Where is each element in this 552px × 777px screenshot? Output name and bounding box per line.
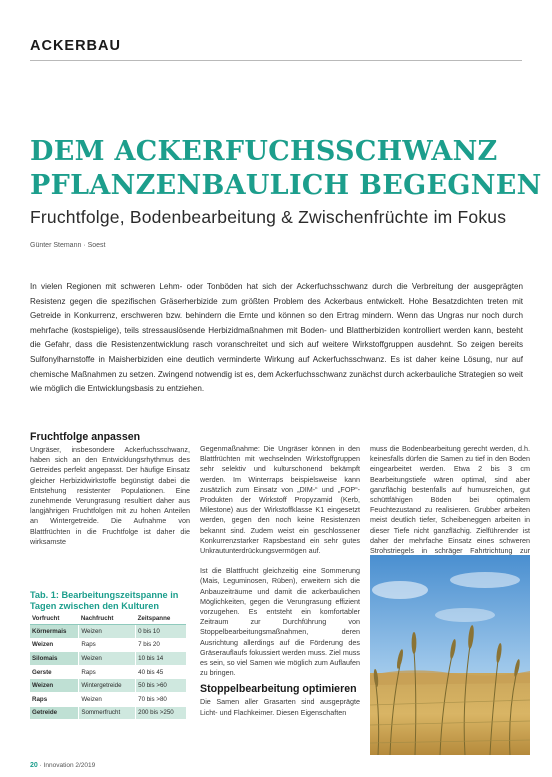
page-footer xyxy=(30,762,95,769)
column-1 xyxy=(30,431,190,547)
column-3-text: muss die Bodenbearbeitung gerecht werden, d.h. keinesfalls dürfen die Samen zu tief in den Boden eingearbeitet werden. Etwa 2 bis 3 cm Bearbeitungstiefe wären optimal, sind aber ganzflächig bestenfalls auf humusreichen, gut schüttfähigen Böden bei optimalem Feuchtezustand zu realisieren. Grubber arbeiten meist deutlich tiefer, Scheibeneggen arbeiten in dieser Tiefe nicht ganzflächig. Zielführender ist daher der mehrfache Einsatz eines schweren Strohstriegels in schräger Fahrtrichtung zur xyxy=(370,444,530,556)
table-cell: Weizen xyxy=(30,679,79,693)
table-cell: 50 bis >60 xyxy=(136,679,186,693)
grass-field-illustration xyxy=(370,555,530,755)
headline-line-2: PFLANZENBAULICH BEGEGNEN xyxy=(30,170,542,201)
table-row xyxy=(30,706,186,720)
table-cell: Gerste xyxy=(30,665,79,679)
subtitle: Fruchtfolge, Bodenbearbeitung & Zwischenfrüchte im Fokus xyxy=(30,207,507,227)
table-cell: 10 bis 14 xyxy=(136,652,186,666)
table-bearbeitungszeitspanne xyxy=(30,613,186,720)
table-header-cell: Zeitspanne xyxy=(136,613,186,625)
column-2-paragraph-2: Ist die Blattfrucht gleichzeitig eine Sommerung (Mais, Leguminosen, Rüben), erweitern sich die Anbauzeiträume und damit die ackerbaulichen Möglichkeiten, gegen die Verungrasung effizient vorzugehen. Es entsteht ein komfortabler Zeitraum zur Durchführung von Stoppelbearbeitungsmaßnahmen, deren Ausrichtung allerdings auf die Förderung des Gräserauflaufs fokussiert werden muss. Ziel muss es sein, so viel Samen wie möglich zum Auflaufen zu bringen. xyxy=(200,566,360,678)
table-row xyxy=(30,652,186,666)
table-row xyxy=(30,679,186,693)
table-cell: 40 bis 45 xyxy=(136,665,186,679)
table-row xyxy=(30,665,186,679)
table-cell: Raps xyxy=(79,665,136,679)
table-header-cell: Vorfrucht xyxy=(30,613,79,625)
table-cell: 7 bis 20 xyxy=(136,638,186,652)
heading-stoppelbearbeitung: Stoppelbearbeitung optimieren xyxy=(200,683,357,696)
column-1-text: Ungräser, insbesondere Ackerfuchsschwanz, haben sich an den Entwicklungsrhythmus des Getreides perfekt angepasst. Der häufige Einsatz gleicher Herbizidwirkstoffe begünstigt dabei die Entstehung resistenter Populationen. Eine zunehmende Verungrasung resultiert daher aus langjährigen Fruchtfolgen mit zu hohen Anteilen an Wintergetreide. Die Aufnahme von Blattfrüchten in die Fruchtfolge ist daher die wirksamste xyxy=(30,445,190,546)
lead-paragraph: In vielen Regionen mit schweren Lehm- oder Tonböden hat sich der Ackerfuchsschwanz durch die Verbreitung der ausgeprägten Resistenz gegen die spezifischen Gräserherbizide zum größten Problem des Ackerbaus entwickelt. Hohe Besatzdichten treten mit Getreide in Konkurrenz, erschweren bzw. behindern die Ernte und können so den Ertrag mindern. Wenn das Ungras nur noch durch mehrfache (kostspielige), teils stressauslösende Herbizidmaßnahmen mit Boden- und Blattherbiziden kontrolliert werden kann, besteht die Gefahr, dass die Resistenzentwicklung rasch voranschreitet und sich auf weitere Wirkstoffgruppen ausdehnt. So zeigen bereits Sulfonylharnstoffe in Maisherbiziden eine deutlich verminderte Wirkung auf Ackerfuchsschwanz. Es ist daher keine Lösung, nur auf chemische Maßnahmen zu setzen. Zwingend notwendig ist es, dem Ackerfuchsschwanz zunächst durch ackerbauliche Strategien so weit wie möglich die Entwicklungsbasis zu entziehen. xyxy=(30,282,523,394)
byline: Günter Stemann · Soest xyxy=(30,242,106,249)
table-row xyxy=(30,625,186,639)
table-cell: Raps xyxy=(30,692,79,706)
table-cell: Weizen xyxy=(79,692,136,706)
table-cell: Weizen xyxy=(79,625,136,639)
column-2 xyxy=(200,444,360,718)
table-cell: Körnermais xyxy=(30,625,79,639)
column-3 xyxy=(370,444,530,566)
table-title: Tab. 1: Bearbeitungszeitspanne in Tagen zwischen den Kulturen xyxy=(30,590,179,611)
table-cell: Weizen xyxy=(79,652,136,666)
table-cell: Getreide xyxy=(30,706,79,720)
section-divider xyxy=(30,60,522,61)
table-cell: 200 bis >250 xyxy=(136,706,186,720)
table-cell: Raps xyxy=(79,638,136,652)
grass-field-photo xyxy=(370,555,530,755)
table-cell: 70 bis >80 xyxy=(136,692,186,706)
table-cell: Wintergetreide xyxy=(79,679,136,693)
page-number: 20 xyxy=(30,762,38,769)
section-label: ACKERBAU xyxy=(30,38,121,54)
magazine-issue: · Innovation 2/2019 xyxy=(39,762,96,769)
column-2-paragraph-3: Die Samen aller Grasarten sind ausgeprägte Licht- und Flachkeimer. Diesen Eigenschaften xyxy=(200,697,360,717)
table-cell: Sommerfrucht xyxy=(79,706,136,720)
table-header-row xyxy=(30,613,186,625)
table-header-cell: Nachfrucht xyxy=(79,613,136,625)
column-2-paragraph-1: Gegenmaßnahme: Die Ungräser können in den Blattfrüchten mit wechselnden Wirkstoffgruppen sehr selektiv und kulturschonend bekämpft werden. Im Winterraps beispielsweise kann zusätzlich zum Einsatz von „DIM-“ und „FOP“-Produkten der Wirkstoff Propyzamid (Kerb, Milestone) aus der Wirkstoffklasse K1 eingesetzt werden, gegen den noch keine Resistenzen bekannt sind. Zudem weist ein geschlossener Konkurrenzstarker Rapsbestand ein sehr gutes Unkrautunterdrückungsvermögen auf. xyxy=(200,444,360,556)
table-row xyxy=(30,692,186,706)
table-cell: 0 bis 10 xyxy=(136,625,186,639)
table-cell: Silomais xyxy=(30,652,79,666)
table-cell: Weizen xyxy=(30,638,79,652)
table-row xyxy=(30,638,186,652)
headline-line-1: DEM ACKERFUCHSSCHWANZ xyxy=(30,136,498,167)
heading-fruchtfolge: Fruchtfolge anpassen xyxy=(30,431,141,443)
